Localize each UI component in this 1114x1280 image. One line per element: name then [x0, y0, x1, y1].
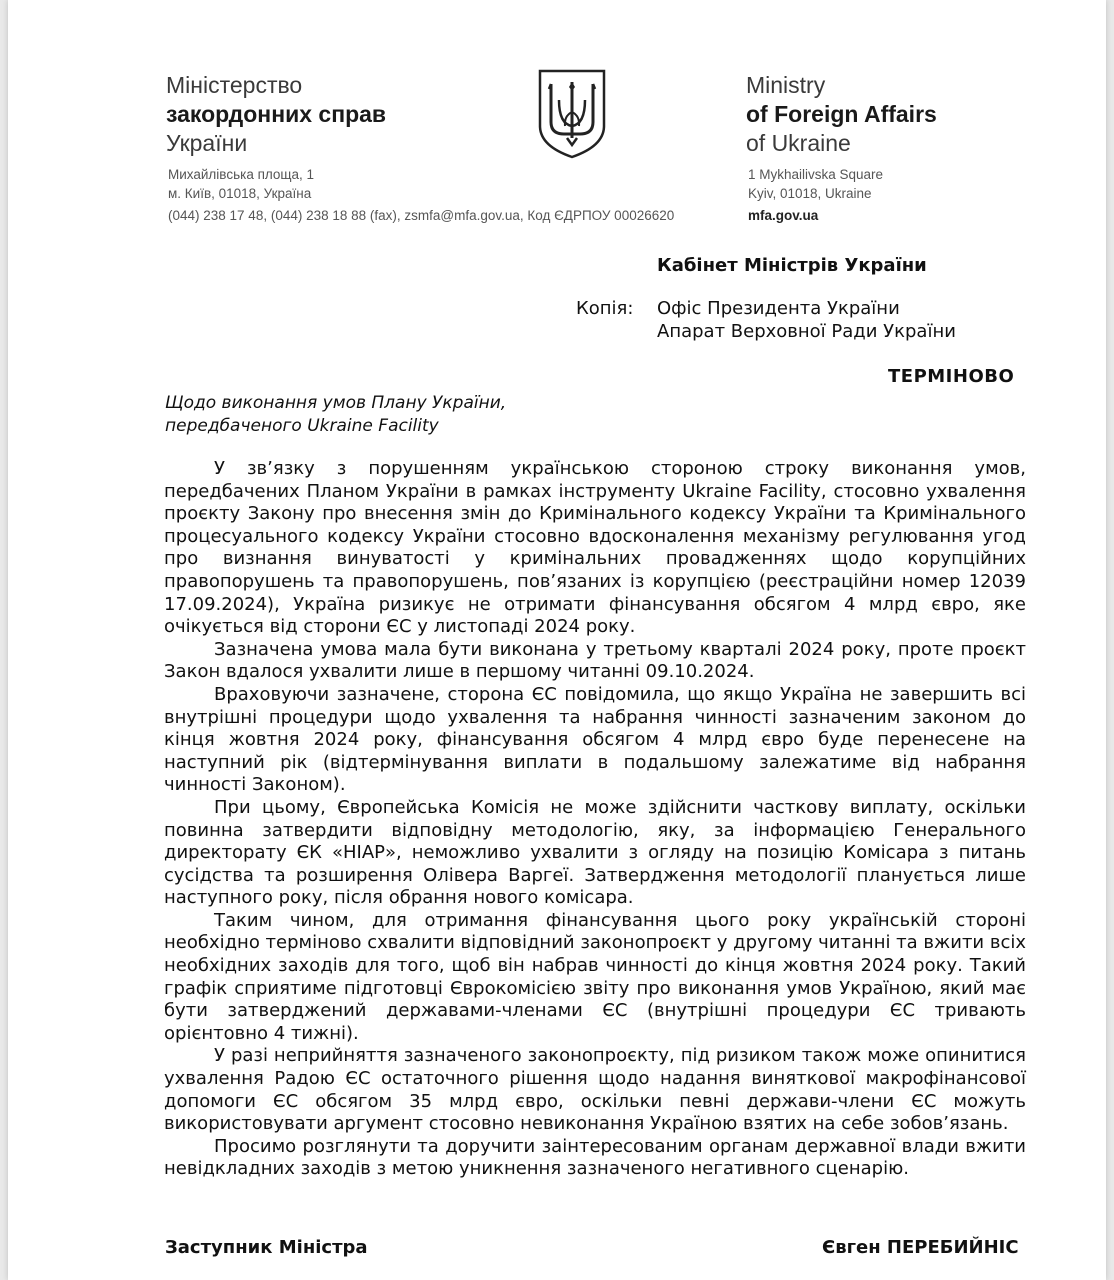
letterhead-en-address1: 1 Mykhailivska Square: [748, 167, 884, 182]
letterhead-ua-line1: Міністерство: [166, 72, 303, 98]
letter-body: [164, 458, 1026, 1181]
body-paragraph: При цьому, Європейська Комісія не може здійснити часткову виплату, оскільки повинна затвердити відповідну методологію, яку, за інформацією Генерального директорату ЄК «НІАР», неможливо ухвалити з огляду на позицію Комісара з питань сусідства та розширення Олівера Варгеї. Затвердження методології планується лише наступного року, після обрання нового комісара.: [164, 796, 1026, 909]
letterhead-ua-line3: України: [166, 130, 248, 156]
body-paragraph: У разі неприйняття зазначеного законопроєкту, під ризиком також може опинитися ухвалення Радою ЄС остаточного рішення щодо надання виняткової макрофінансової допомоги ЄС обсягом 35 млрд євро, оскільки певні держави-члени ЄС можуть використовувати аргумент стосовно невиконання Україною взятих на себе зобов’язань.: [164, 1045, 1026, 1135]
body-paragraph: Враховуючи зазначене, сторона ЄС повідомила, що якщо Україна не завершить всі внутрішні процедури щодо ухвалення та набрання чинності зазначеним законом до кінця жовтня 2024 року, фінансування обсягом 4 млрд євро буде перенесене на наступний рік (відтермінування виплати в подальшому залежатиме від набрання чинності Законом).: [164, 683, 1026, 796]
letterhead-ua-address2: м. Київ, 01018, Україна: [168, 186, 312, 201]
urgency-mark: ТЕРМІНОВО: [888, 366, 1015, 387]
letterhead-en-line3: of Ukraine: [746, 130, 851, 156]
letterhead-en-line2: of Foreign Affairs: [746, 101, 937, 127]
subject: [165, 392, 506, 438]
body-paragraph: Просимо розглянути та доручити заінтересованим органам державної влади вжити невідкладних заходів з метою уникнення зазначеного негативного сценарію.: [164, 1135, 1026, 1180]
recipient-main: Кабінет Міністрів України: [657, 255, 927, 276]
subject-line-1: Щодо виконання умов Плану України,: [165, 393, 507, 413]
body-paragraph: У зв’язку з порушенням українською стороною строку виконання умов, передбачених Планом України в рамках інструменту Ukraine Facility, стосовно ухвалення проєкту Закону про внесення змін до Кримінального кодексу України та Кримінального процесуального кодексу України стосовно вдосконалення механізму регулювання угод про визнання винуватості у кримінальних провадженнях щодо корупційних правопорушень та правопорушень, пов’язаних із корупцією (реєстраційни номер 12039 17.09.2024), Україна ризикує не отримати фінансування обсягом 4 млрд євро, яке очікується від сторони ЄС у листопаді 2024 року.: [164, 458, 1026, 638]
letterhead-en-address2: Kyiv, 01018, Ukraine: [748, 186, 872, 201]
letterhead-ua-address1: Михайлівська площа, 1: [168, 167, 315, 182]
signature-position: Заступник Міністра: [165, 1237, 368, 1258]
letterhead-en-website: mfa.gov.ua: [748, 208, 819, 223]
copy-label: Копія:: [576, 298, 634, 319]
subject-line-2: передбаченого Ukraine Facility: [165, 416, 439, 436]
letterhead-en-line1: Ministry: [746, 72, 826, 98]
letter-page: [8, 0, 1106, 1280]
trident-coat-of-arms-icon: [537, 68, 607, 160]
copy-recipient-2: Апарат Верховної Ради України: [657, 321, 956, 342]
body-paragraph: Таким чином, для отримання фінансування цього року українській стороні необхідно терміново схвалити відповідний законопроєкт у другому читанні та вжити всіх необхідних заходів для того, щоб він набрав чинності до кінця жовтня 2024 року. Такий графік сприятиме підготовці Єврокомісією звіту про виконання умов Україною, який має бути затверджений державами-членами ЄС (внутрішні процедури ЄС тривають орієнтовно 4 тижні).: [164, 909, 1027, 1044]
body-paragraph: Зазначена умова мала бути виконана у третьому кварталі 2024 року, проте проєкт Закон вдалося ухвалити лише в першому читанні 09.10.2024.: [164, 638, 1026, 683]
copy-recipient-1: Офіс Президента України: [657, 298, 900, 319]
signature-name: Євген ПЕРЕБИЙНІС: [822, 1237, 1019, 1258]
letterhead-ua-line2: закордонних справ: [166, 101, 387, 127]
letterhead-ua-contacts: (044) 238 17 48, (044) 238 18 88 (fax), zsmfa@mfa.gov.ua, Код ЄДРПОУ 00026620: [168, 208, 675, 223]
